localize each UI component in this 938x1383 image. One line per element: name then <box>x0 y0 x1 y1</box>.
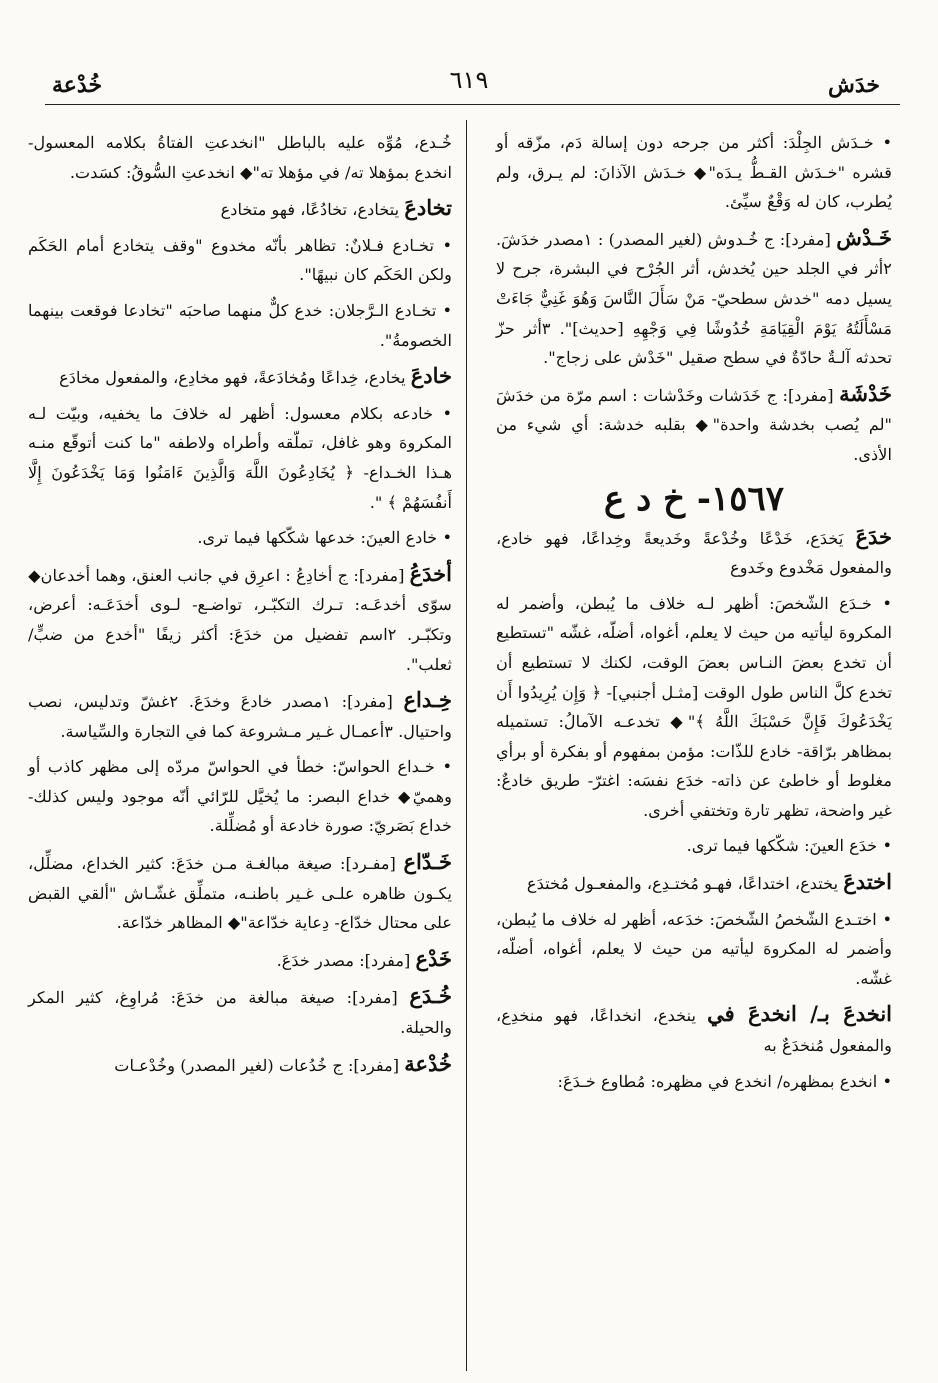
entry-definition: [مفرد]: ج خَدَشات وخَدْشات : اسم مرّة من خدَشَ "لم يُصب بخدشة واحدة"◆ بقلبه خدشة: أي شيء من الأذى. <box>496 385 892 464</box>
entry-definition: [مفـرد]: صيغة مبالغـة مـن خدَعَ: كثير الخداع، مضلِّل، يكـون ظاهره علـى غـير باطنـه، متملِّق غشّـاش "ألقي القبض على محتال خدّاع- دِعاية خدّاعة"◆ المظاهر خدّاعة. <box>28 854 452 933</box>
entry-headword: خدَعَ <box>855 523 892 549</box>
entry-headword: خُدْعة <box>404 1050 452 1076</box>
entry-definition: يخادع، خِداعًا ومُخادَعةً، فهو مخادِع، والمفعول مخادَع <box>59 368 411 388</box>
dictionary-entry <box>28 1049 452 1081</box>
entry-definition: • خدَع العينَ: شكّكها فيما ترى. <box>686 836 892 856</box>
entry-definition: • خـدَع الشّخصَ: أظهر لـه خلاف ما يُبطن، وأضمر له المكروهَ ليأتيه من حيث لا يعلم، أغواه، أضلّه، غشّه "تستطيع أن تخدع بعضَ النـاس بعضَ الوقت، لكنك لا تستطيع أن تخدع كلَّ الناس طول الوقت [مثـل أجنبي]- ﴿ وَإِن يُرِيدُوا أَن يَخْدَعُوكَ فَإِنَّ حَسْبَكَ اللَّهُ ﴾"◆ تخدعـه الآمالُ: تستميله بمظاهر برّاقة- خادع للذّات: مؤمن بمفهوم أو بفكرة أو برأي مغلوط أو خاطئ عن ذاته- خدَع نفسَه: اغترّ- طريق خادعٌ: غير واضحة، تظهر تارة وتختفي أخرى. <box>496 593 892 820</box>
left-column-entries <box>28 128 452 1080</box>
section-title: ١٥٦٧- خ د ع <box>603 478 785 519</box>
entry-headword: تخادعَ <box>404 195 452 221</box>
entry-definition: • تخـادع فـلانٌ: تظاهر بأنّه مخدوع "وقف يتخادع أمام الحَكَم ولكن الحَكَم كان نبيهًا". <box>28 235 452 285</box>
entry-definition: • خادع العينَ: خدعها شكّكها فيما ترى. <box>197 528 452 548</box>
entry-definition: يختدع، اختداعًا، فهـو مُختـدِع، والمفعـول مُختدَع <box>526 874 844 894</box>
entry-definition: • اختـدع الشّخصُ الشّخصَ: خدَعه، أظهر له خلاف ما يُبطن، وأضمر له المكروهَ ليأتيه من حيث لا يعلم، أغواه، أضلّه، غشّه. <box>496 909 892 988</box>
dictionary-entry <box>496 905 892 994</box>
entry-definition: • خادعه بكلام معسول: أظهر له خلافَ ما يخفيه، وبيّت لـه المكروهَ وهو غافل، تملّقه وأطراه ولاطفه "ما كنت أتوقّع منـه هـذا الخـداع- ﴿ يُخَادِعُونَ اللَّهَ وَالَّذِينَ ءَامَنُوا وَمَا يَخْدَعُونَ إِلَّا أَنفُسَهُمْ ﴾ ". <box>28 403 452 512</box>
entry-headword: خادعَ <box>410 363 452 389</box>
entry-headword: اختدعَ <box>843 869 892 895</box>
entry-definition: • انخدع بمظهره/ انخدع في مظهره: مُطاوع خـدَعَ: <box>557 1071 892 1091</box>
dictionary-entry <box>496 128 892 217</box>
dictionary-entry <box>496 831 892 861</box>
dictionary-entry <box>496 379 892 470</box>
dictionary-entry <box>28 752 452 841</box>
entry-definition: يتخادع، تخادُعًا، فهو متخادع <box>220 200 405 220</box>
page-number: ٦١٩ <box>449 66 489 94</box>
entry-definition: [مفرد]: ج أخادِعُ : اعرِق في جانب العنق، وهما أخدعان◆ سوّى أخدعَـه: تـرك التكبّـر، تواضـع- لـوى أخدَعَـه: أعرض، وتكبّـر. ٢اسم تفضيل من خدَعَ: أكثر زيفًا "أخدع من ضبٍّ/ ثعلب". <box>28 565 452 674</box>
dictionary-entry <box>28 685 452 746</box>
dictionary-entry <box>28 559 452 679</box>
column-divider <box>466 120 467 1371</box>
header-left-guide-word: خُدْعة <box>52 72 103 98</box>
dictionary-entry <box>28 193 452 225</box>
header-right-guide-word: خدَش <box>827 72 880 98</box>
entry-definition: [مفرد]: صيغة مبالغة من خدَعَ: مُراوِغ، كثير المكر والحيلة. <box>28 988 452 1038</box>
dictionary-entry <box>496 999 892 1060</box>
entry-definition: [مفرد]: ج خُـدوش (لغير المصدر) : ١مصدر خدَشَ. ٢أثر في الجلد حين يُخدش، أثر الجُرْح في البشرة، جرح لا يسيل دمه "خدش سطحيّ- مَنْ سَأَلَ النَّاسَ وَهُوَ غَنِيٌّ جَاءَتْ مَسْأَلَتُهُ يَوْمَ الْقِيَامَةِ خُدُوشًا فِي وَجْهِهِ [حديث]". ٣أثر حزّ تحدثه آلـةٌ حادّةٌ في سطح صقيل "خَدْش على زجاج". <box>496 229 892 368</box>
dictionary-entry <box>28 128 452 187</box>
page-header <box>40 62 898 102</box>
dictionary-entry <box>28 523 452 553</box>
entry-definition: يَخدَع، خَدْعًا وخُدْعةً وخَديعةً وخِداعًا، فهو خادع، والمفعول مَخْدوع وخَدوع <box>496 528 892 578</box>
entry-headword: خَـدْش <box>836 224 892 250</box>
entry-definition: ينخدع، انخداعًا، فهو منخدِع، والمفعول مُنخدَعٌ به <box>496 1006 892 1056</box>
dictionary-entry <box>28 399 452 517</box>
dictionary-entry <box>28 944 452 976</box>
dictionary-entry <box>28 361 452 393</box>
entry-headword: خَدْع <box>415 945 452 971</box>
left-column <box>28 128 452 1086</box>
entry-headword: خُـدَع <box>409 983 452 1009</box>
entry-headword: خِـداع <box>403 687 453 713</box>
entry-definition: • تخـادع الـرَّجلان: خدع كلٌّ منهما صاحبَه "تخادعا فوقعت بينهما الخصومةُ". <box>28 300 452 350</box>
dictionary-entry <box>28 296 452 355</box>
entry-definition: • خـدَش الجِلْدَ: أكثر من جرحه دون إسالة دَم، مزّقه أو قشره "خـدَش القـطُّ يـدَه"◆ خـدَش الآذانَ: لم يـرق، ولم يُطرب، كان له وَقْعٌ سيِّئ. <box>496 133 892 212</box>
dictionary-entry <box>28 231 452 290</box>
entry-headword: أخدَعُ <box>409 560 452 586</box>
right-column-entries-part2 <box>496 522 892 1097</box>
right-column <box>496 128 892 1102</box>
entry-headword: خَـدّاع <box>403 849 452 875</box>
entry-definition: [مفرد]: ج خُدُعات (لغير المصدر) وخُدْعـات <box>114 1055 405 1075</box>
dictionary-entry <box>28 981 452 1042</box>
dictionary-entry <box>496 223 892 373</box>
entry-headword: انخدعَ بـ/ انخدعَ في <box>707 1001 893 1027</box>
header-rule <box>45 104 900 105</box>
dictionary-entry <box>496 867 892 899</box>
dictionary-entry <box>496 1067 892 1097</box>
entry-definition: • خـداع الحواسّ: خطأ في الحواسّ مردّه إلى مظهر كاذب أو وهميّ◆ خداع البصر: ما يُخيَّل للرّائي أنّه موجود وليس كذلك- خداع بَصَريّ: صورة خادعة أو مُضلِّلة. <box>28 757 452 836</box>
entry-definition: خُـدع، مُوِّه عليه بالباطل "انخدعتِ الفتاةُ بكلامه المعسول- انخدع بمؤهلا ته/ في مؤهلا ته"◆ انخدعتِ السُّوقُ: كسَدت. <box>28 133 452 182</box>
dictionary-entry <box>496 589 892 826</box>
entry-headword: خَدْشَة <box>839 380 892 406</box>
entry-definition: [مفرد]: مصدر خدَعَ. <box>276 950 416 970</box>
right-column-entries-part1 <box>496 128 892 470</box>
dictionary-entry <box>496 522 892 583</box>
dictionary-entry <box>28 847 452 938</box>
entry-definition: [مفرد]: ١مصدر خادعَ وخدَعَ. ٢غشّ وتدليس، نصب واحتيال. ٣أعمـال غـير مـشروعة كما في التجارة والسِّياسة. <box>28 692 452 741</box>
